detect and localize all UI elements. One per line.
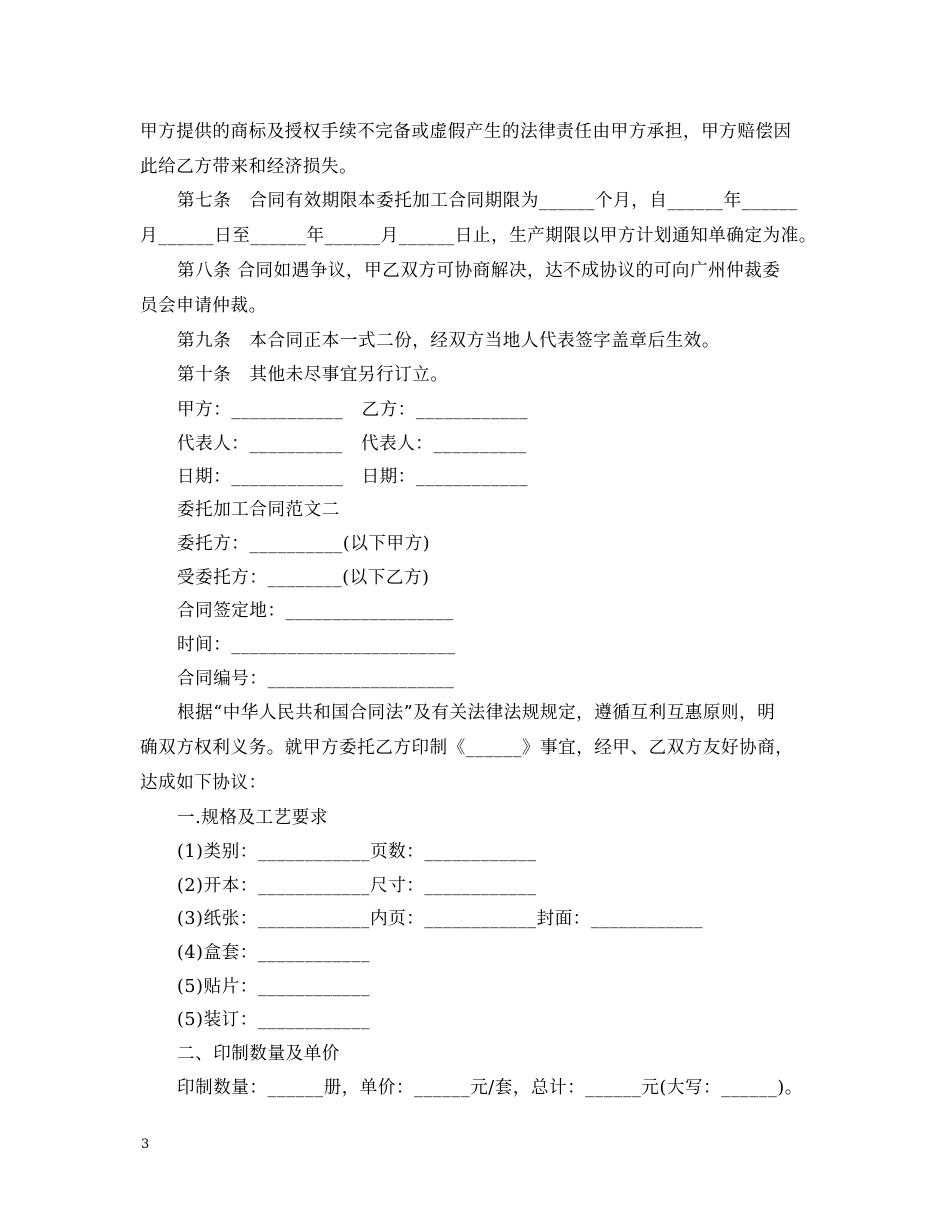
article-7-line: 第七条 合同有效期限本委托加工合同期限为______个月，自______年______: [177, 191, 798, 211]
article-8-line: 第八条 合同如遇争议，甲乙双方可协商解决，达不成协议的可向广州仲裁委: [177, 261, 781, 281]
article-10-line: 第十条 其他未尽事宜另行订立。: [177, 365, 449, 385]
quantity-price-line: 印制数量：______册，单价：______元/套，总计：______元(大写：______)。: [177, 1078, 803, 1098]
spec-item-line: (5)贴片：____________: [177, 977, 371, 997]
section-heading: 二、印制数量及单价: [177, 1044, 340, 1064]
text-line: 月______日至______年______月______日止，生产期限以甲方计划通知单确定为准。: [140, 226, 817, 246]
spec-item-line: (5)装订：____________: [177, 1010, 371, 1030]
contractor-field-line: 受委托方：________(以下乙方): [177, 568, 430, 588]
article-9-line: 第九条 本合同正本一式二份，经双方当地人代表签字盖章后生效。: [177, 331, 720, 351]
text-line: 此给乙方带来和经济损失。: [140, 157, 358, 177]
client-field-line: 委托方：__________(以下甲方): [177, 534, 431, 554]
spec-item-line: (2)开本：____________尺寸：____________: [177, 876, 537, 896]
text-line: 甲方提供的商标及授权手续不完备或虚假产生的法律责任由甲方承担，甲方赔偿因: [140, 122, 792, 142]
date-signature-line: 日期：____________ 日期：____________: [177, 467, 529, 487]
preamble-line: 根据“中华人民共和国合同法”及有关法律法规规定，遵循互利互惠原则，明: [177, 703, 776, 723]
representative-signature-line: 代表人：__________ 代表人：__________: [177, 434, 527, 454]
contract-number-field-line: 合同编号：____________________: [177, 669, 455, 689]
spec-item-line: (1)类别：____________页数：____________: [177, 842, 537, 862]
time-field-line: 时间：________________________: [177, 635, 456, 655]
party-signature-line: 甲方：____________ 乙方：____________: [177, 400, 529, 420]
spec-item-line: (4)盒套：____________: [177, 943, 371, 963]
section-title: 委托加工合同范文二: [177, 500, 340, 520]
page-number: 3: [141, 1137, 150, 1152]
spec-item-line: (3)纸张：____________内页：____________封面：____________: [177, 909, 704, 929]
text-line: 确双方权利义务。就甲方委托乙方印制《______》事宜，经甲、乙双方友好协商，: [140, 738, 794, 758]
text-line: 员会申请仲裁。: [140, 296, 267, 316]
text-line: 达成如下协议：: [140, 773, 267, 793]
signing-place-field-line: 合同签定地：__________________: [177, 601, 454, 621]
section-heading: 一.规格及工艺要求: [177, 808, 328, 828]
